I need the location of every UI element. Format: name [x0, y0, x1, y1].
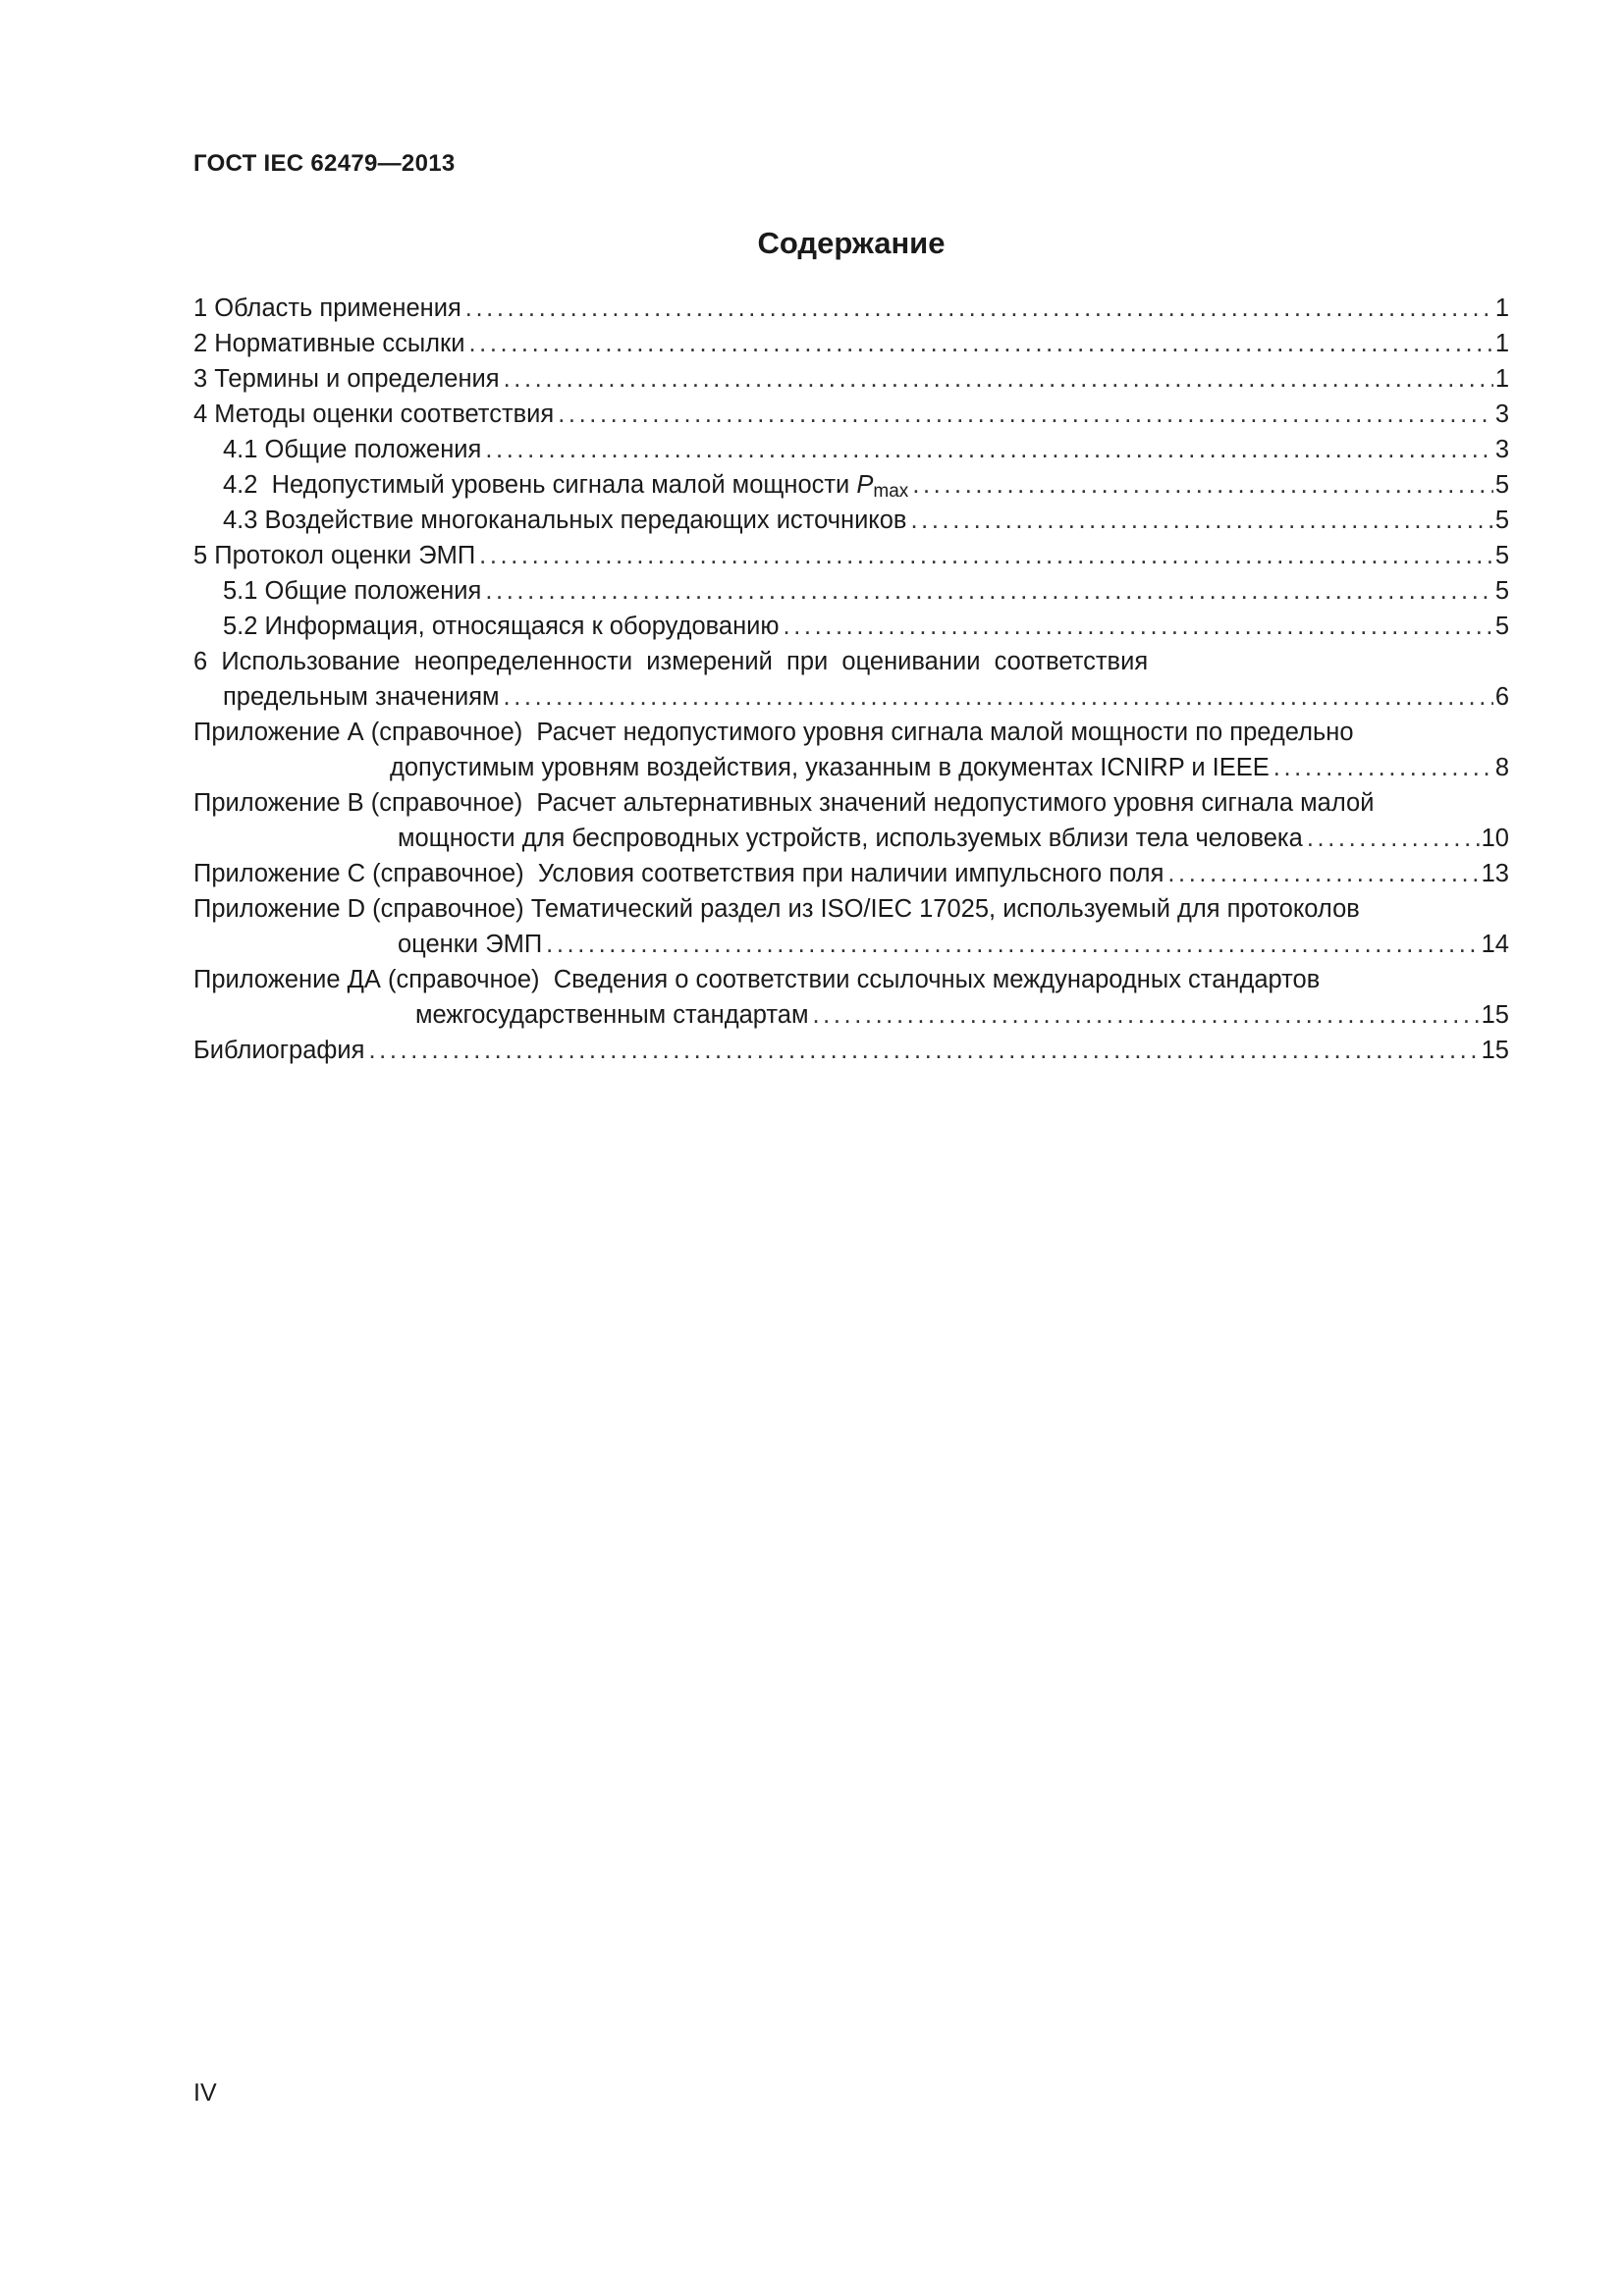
- dot-leader: [912, 467, 1493, 503]
- dot-leader: [485, 432, 1492, 467]
- toc-entry-text: 3 Термины и определения: [193, 365, 500, 393]
- dot-leader: [504, 361, 1493, 397]
- toc-entry-text: 1 Область применения: [193, 294, 461, 322]
- toc-page-number: 10: [1481, 825, 1509, 852]
- dot-leader: [1273, 750, 1493, 785]
- dot-leader: [546, 927, 1479, 962]
- toc-entry-3[interactable]: [193, 361, 1509, 397]
- toc-page-number: 1: [1494, 294, 1509, 322]
- dot-leader: [465, 291, 1493, 326]
- dot-leader: [1167, 856, 1479, 891]
- toc-page-number: 5: [1494, 542, 1509, 569]
- toc-entry-line: [193, 997, 1509, 1033]
- toc-page-number: 1: [1494, 365, 1509, 393]
- dot-leader: [368, 1033, 1479, 1068]
- dot-leader: [479, 538, 1493, 573]
- dot-leader: [468, 326, 1492, 361]
- table-of-contents: [193, 291, 1509, 1068]
- toc-entry-5-1[interactable]: [193, 573, 1509, 609]
- dot-leader: [784, 609, 1493, 644]
- toc-entry-line: [193, 927, 1509, 962]
- page-title: Содержание: [757, 226, 946, 260]
- toc-entry-text: межгосударственным стандартам: [415, 1001, 809, 1029]
- toc-entry-annex-a[interactable]: [193, 715, 1509, 785]
- toc-page-number: 14: [1481, 931, 1509, 958]
- toc-entry-text: Приложение А (справочное) Расчет недопустимого уровня сигнала малой мощности по предельно: [193, 719, 1354, 746]
- toc-page-number: 6: [1494, 683, 1509, 711]
- toc-entry-text: 4.1 Общие положения: [223, 436, 482, 463]
- toc-page-number: 15: [1481, 1001, 1509, 1029]
- dot-leader: [910, 503, 1492, 538]
- toc-page-number: 5: [1494, 507, 1509, 534]
- document-code: ГОСТ IEC 62479—2013: [193, 150, 456, 177]
- toc-entry-text: Библиография: [193, 1037, 365, 1064]
- toc-entry-line: [193, 750, 1509, 785]
- toc-entry-text: 4 Методы оценки соответствия: [193, 400, 555, 428]
- toc-entry-line: [193, 962, 1509, 997]
- toc-entry-line: [193, 715, 1509, 750]
- page-number: IV: [193, 2079, 217, 2107]
- dot-leader: [504, 679, 1493, 715]
- toc-entry-text: 5.2 Информация, относящаяся к оборудованию: [223, 613, 780, 640]
- toc-entry-annex-b[interactable]: [193, 785, 1509, 856]
- toc-page-number: 5: [1494, 471, 1509, 499]
- toc-entry-text: Приложение С (справочное) Условия соответствия при наличии импульсного поля: [193, 860, 1164, 887]
- toc-page-number: 1: [1494, 330, 1509, 357]
- toc-entry-1[interactable]: [193, 291, 1509, 326]
- toc-page-number: 5: [1494, 613, 1509, 640]
- toc-entry-text: 6 Использование неопределенности измерений при оценивании соответствия: [193, 648, 1149, 675]
- toc-entry-4-3[interactable]: [193, 503, 1509, 538]
- toc-entry-4-2[interactable]: [193, 467, 1509, 503]
- toc-entry-text-main: 4.2 Недопустимый уровень сигнала малой мощности: [223, 471, 857, 499]
- toc-entry-text: предельным значениям: [223, 683, 500, 711]
- toc-page-number: 3: [1494, 400, 1509, 428]
- dot-leader: [485, 573, 1492, 609]
- toc-entry-text: Приложение В (справочное) Расчет альтернативных значений недопустимого уровня сигнала малой: [193, 789, 1375, 817]
- toc-page-number: 13: [1481, 860, 1509, 887]
- toc-page-number: 15: [1481, 1037, 1509, 1064]
- toc-entry-line: [193, 644, 1509, 679]
- toc-entry-annex-c[interactable]: [193, 856, 1509, 891]
- toc-entry-text: 2 Нормативные ссылки: [193, 330, 465, 357]
- toc-entry-line: [193, 891, 1509, 927]
- toc-entry-4[interactable]: [193, 397, 1509, 432]
- toc-entry-annex-da[interactable]: [193, 962, 1509, 1033]
- dot-leader: [1307, 821, 1480, 856]
- dot-leader: [812, 997, 1479, 1033]
- toc-entry-5-2[interactable]: [193, 609, 1509, 644]
- toc-entry-2[interactable]: [193, 326, 1509, 361]
- toc-entry-line: [193, 821, 1509, 856]
- toc-entry-line: [193, 785, 1509, 821]
- toc-entry-text: Приложение ДА (справочное) Сведения о соответствии ссылочных международных стандартов: [193, 966, 1321, 993]
- toc-entry-text: 4.3 Воздействие многоканальных передающих источников: [223, 507, 907, 534]
- toc-page-number: 5: [1494, 577, 1509, 605]
- toc-entry-text: 5 Протокол оценки ЭМП: [193, 542, 476, 569]
- toc-entry-text: Приложение D (справочное) Тематический раздел из ISO/IEC 17025, используемый для протоколов: [193, 895, 1360, 923]
- power-subscript: max: [873, 481, 909, 502]
- toc-entry-text: [223, 467, 908, 503]
- toc-entry-text: оценки ЭМП: [398, 931, 543, 958]
- toc-page-number: 3: [1494, 436, 1509, 463]
- toc-entry-text: допустимым уровням воздействия, указанным в документах ICNIRP и IEEE: [390, 754, 1270, 781]
- power-symbol: P: [856, 471, 874, 499]
- toc-entry-4-1[interactable]: [193, 432, 1509, 467]
- toc-entry-line: [193, 679, 1509, 715]
- toc-page-number: 8: [1494, 754, 1509, 781]
- toc-entry-bibliography[interactable]: [193, 1033, 1509, 1068]
- toc-entry-text: 5.1 Общие положения: [223, 577, 482, 605]
- toc-entry-annex-d[interactable]: [193, 891, 1509, 962]
- dot-leader: [558, 397, 1493, 432]
- toc-entry-6[interactable]: [193, 644, 1509, 715]
- toc-entry-text: мощности для беспроводных устройств, используемых вблизи тела человека: [398, 825, 1303, 852]
- toc-entry-5[interactable]: [193, 538, 1509, 573]
